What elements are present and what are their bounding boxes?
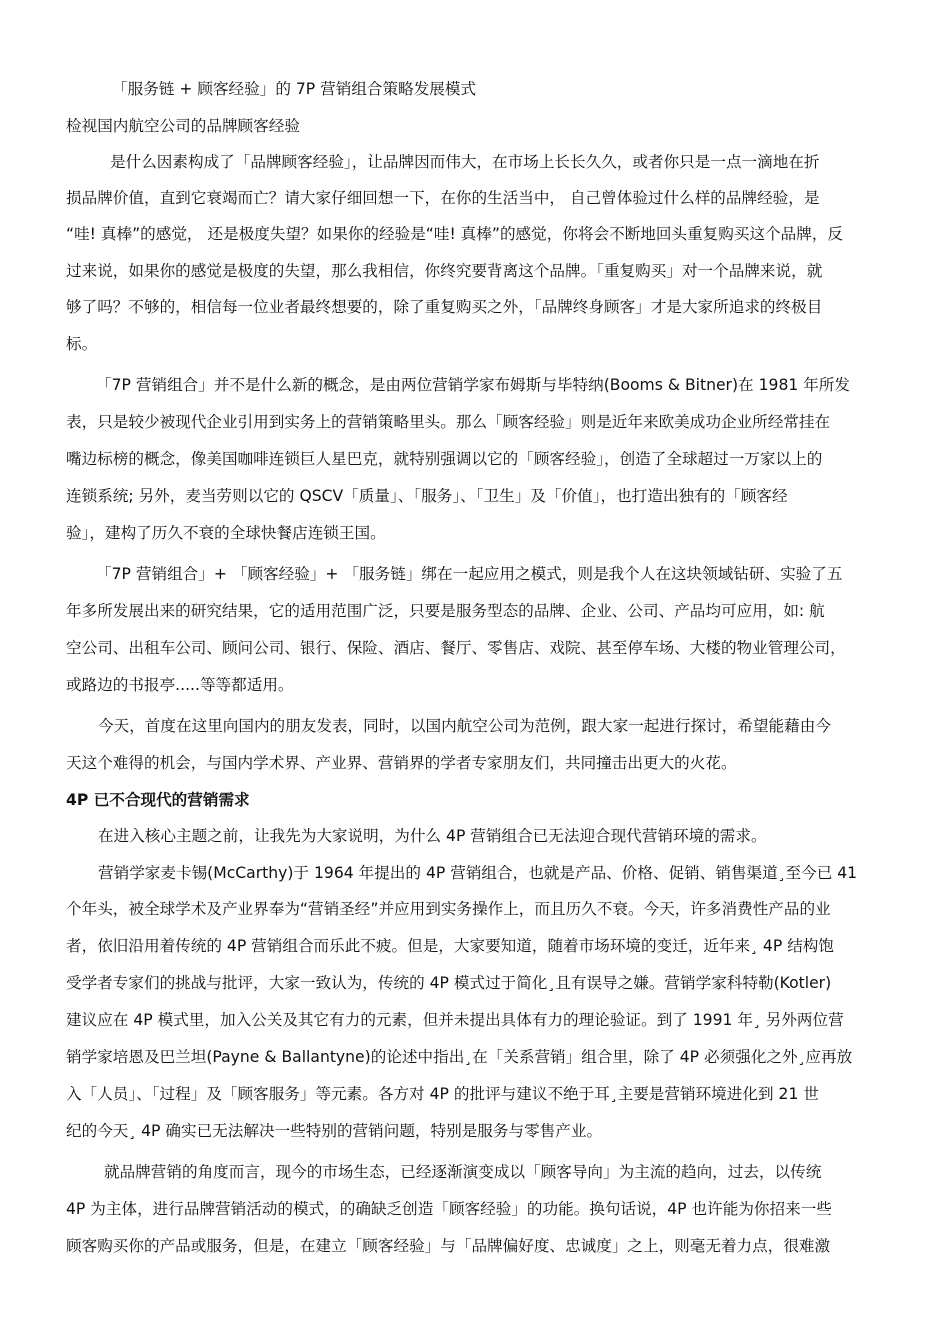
paragraph-line: “哇! 真棒”的感觉， 还是极度失望？如果你的经验是“哇! 真棒”的感觉，你将会不断地回头重复购买这个品牌，反 — [66, 225, 844, 243]
paragraph-line: 是什么因素构成了「品牌顾客经验」，让品牌因而伟大，在市场上长长久久，或者你只是一点一滴地在折 — [110, 153, 820, 171]
paragraph-line: 够了吗？不够的，相信每一位业者最终想要的，除了重复购买之外，「品牌终身顾客」才是大家所追求的终极目 — [66, 298, 823, 316]
paragraph-line: 过来说，如果你的感觉是极度的失望，那么我相信，你终究要背离这个品牌。「重复购买」对一个品牌来说，就 — [66, 262, 823, 280]
paragraph-line: 天这个难得的机会，与国内学术界、产业界、营销界的学者专家朋友们，共同撞击出更大的火花。 — [66, 754, 737, 772]
paragraph-line: 顾客购买你的产品或服务，但是，在建立「顾客经验」与「品牌偏好度、忠诚度」之上，则毫无着力点，很难激 — [66, 1237, 831, 1255]
paragraph-line: 销学家培恩及巴兰坦(Payne & Ballantyne)的论述中指出¸在「关系营销」组合里，除了 4P 必须强化之外¸应再放 — [66, 1048, 853, 1066]
paragraph-line: 就品牌营销的角度而言，现今的市场生态，已经逐渐演变成以「顾客导向」为主流的趋向，过去，以传统 — [104, 1163, 822, 1181]
paragraph-line: 空公司、出租车公司、顾问公司、银行、保险、酒店、餐厅、零售店、戏院、甚至停车场、大楼的物业管理公司， — [66, 639, 846, 657]
paragraph-line: 受学者专家们的挑战与批评，大家一致认为，传统的 4P 模式过于简化¸且有误导之嫌。营销学家科特勒(Kotler) — [66, 974, 832, 992]
paragraph-line: 损品牌价值，直到它衰竭而亡？请大家仔细回想一下，在你的生活当中， 自己曾体验过什么样的品牌经验，是 — [66, 189, 820, 207]
paragraph-line: 建议应在 4P 模式里，加入公关及其它有力的元素，但并未提出具体有力的理论验证。到了 1991 年¸ 另外两位营 — [66, 1011, 844, 1029]
paragraph-line: 连锁系统; 另外，麦当劳则以它的 QSCV「质量」、「服务」、「卫生」及「价值」，也打造出独有的「顾客经 — [66, 487, 788, 505]
section-heading: 4P 已不合现代的营销需求 — [66, 791, 250, 809]
paragraph-line: 纪的今天¸ 4P 确实已无法解决一些特别的营销问题，特别是服务与零售产业。 — [66, 1122, 603, 1140]
paragraph-line: 或路边的书报亭.....等等都适用。 — [66, 676, 294, 694]
paragraph-line: 验」，建构了历久不衰的全球快餐店连锁王国。 — [66, 524, 386, 542]
paragraph-line: 者，依旧沿用着传统的 4P 营销组合而乐此不疲。但是，大家要知道，随着市场环境的变迁，近年来¸ 4P 结构饱 — [66, 937, 834, 955]
paragraph-line: 标。 — [66, 335, 98, 353]
paragraph-line: 年多所发展出来的研究结果，它的适用范围广泛，只要是服务型态的品牌、企业、公司、产品均可应用，如: 航 — [66, 602, 825, 620]
paragraph-line: 「7P 营销组合」+ 「顾客经验」+ 「服务链」绑在一起应用之模式，则是我个人在这块领域钻研、实验了五 — [96, 565, 843, 583]
paragraph-line: 今天，首度在这里向国内的朋友发表，同时，以国内航空公司为范例，跟大家一起进行探讨，希望能藉由今 — [98, 717, 831, 735]
paragraph-line: 表，只是较少被现代企业引用到实务上的营销策略里头。那么「顾客经验」则是近年来欧美成功企业所经常挂在 — [66, 413, 831, 431]
paragraph-line: 在进入核心主题之前，让我先为大家说明，为什么 4P 营销组合已无法迎合现代营销环境的需求。 — [98, 827, 767, 845]
section-heading: 检视国内航空公司的品牌顾客经验 — [66, 117, 300, 135]
paragraph-line: 个年头，被全球学术及产业界奉为“营销圣经”并应用到实务操作上，而且历久不衰。今天，许多消费性产品的业 — [66, 900, 831, 918]
paragraph-line: 入「人员」、「过程」及「顾客服务」等元素。各方对 4P 的批评与建议不绝于耳¸主要是营销环境进化到 21 世 — [66, 1085, 819, 1103]
paragraph-line: 「7P 营销组合」并不是什么新的概念，是由两位营销学家布姆斯与毕特纳(Booms & Bitner)在 1981 年所发 — [96, 376, 851, 394]
paragraph-line: 营销学家麦卡锡(McCarthy)于 1964 年提出的 4P 营销组合，也就是产品、价格、促销、销售渠道¸至今已 41 — [98, 864, 858, 882]
document-title: 「服务链 + 顾客经验」的 7P 营销组合策略发展模式 — [112, 80, 477, 98]
paragraph-line: 嘴边标榜的概念，像美国咖啡连锁巨人星巴克，就特别强调以它的「顾客经验」，创造了全球超过一万家以上的 — [66, 450, 823, 468]
paragraph-line: 4P 为主体，进行品牌营销活动的模式，的确缺乏创造「顾客经验」的功能。换句话说，4P 也许能为你招来一些 — [66, 1200, 832, 1218]
